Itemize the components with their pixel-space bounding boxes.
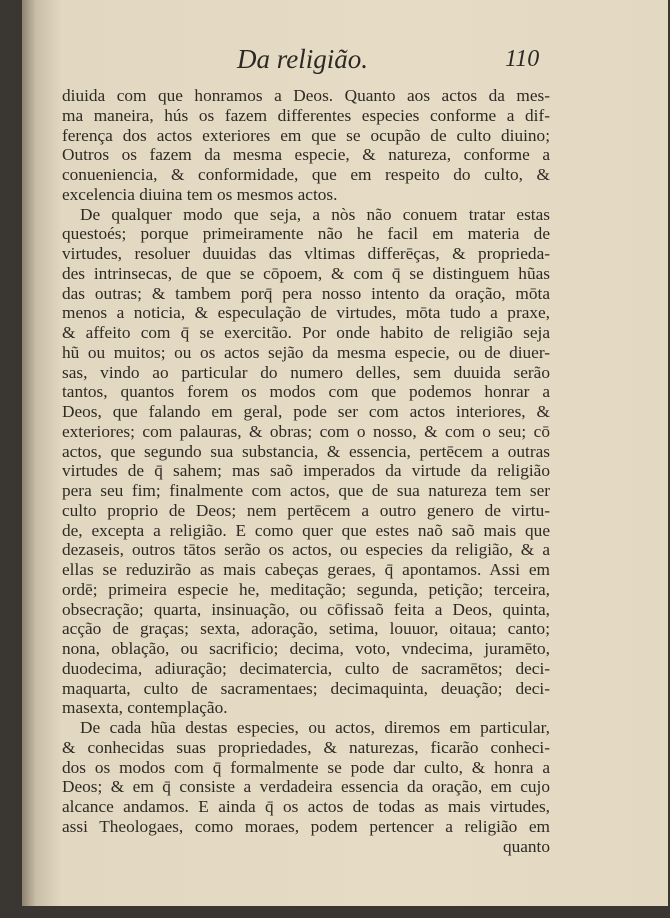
text-line: virtudes, resoluer duuidas das vltimas differēças, & proprieda-	[62, 244, 550, 263]
text-line: des intrinsecas, de que se cōpoem, & com q̄ se distinguem hũas	[62, 263, 550, 283]
text-line: diuida com que honramos a Deos. Quanto aos actos da mes-	[62, 86, 550, 105]
text-line: acção de graças; sexta, adoração, setima, louuor, oitaua; canto;	[62, 619, 550, 639]
text-line: dos os modos com q̄ formalmente se pode dar culto, & honra a	[62, 757, 550, 777]
text-line: nona, oblação, ou sacrificio; decima, voto, vndecima, juramēto,	[62, 639, 550, 658]
body-text	[62, 86, 550, 856]
text-line: Outros os fazem da mesma especie, & natureza, conforme a	[62, 145, 550, 165]
catchword: quanto	[502, 836, 550, 856]
text-line: duodecima, adiuração; decimatercia, culto de sacramētos; deci-	[62, 658, 550, 678]
text-line: ma maneira, hús os fazem differentes especies conforme a dif-	[62, 105, 550, 125]
text-line: obsecração; quarta, insinuação, ou cōfissaõ feita a Deos, quinta,	[62, 599, 550, 619]
text-line: & affeito com q̄ se exercitão. Por onde habito de religião seja	[62, 323, 550, 342]
text-line: exteriores; com palauras, & obras; com o nosso, & com o seu; cō	[62, 421, 550, 441]
text-line: assi Theologaes, como moraes, podem pertencer a religião em	[62, 816, 550, 836]
text-line: De cada hũa destas especies, ou actos, diremos em particular,	[80, 718, 550, 737]
running-head: Da religião.	[237, 44, 368, 74]
text-line: dezaseis, outros tātos serão os actos, ou especies da religião, & a	[62, 540, 550, 560]
text-line: actos, que segundo sua substancia, & essencia, pertēcem a outras	[62, 441, 550, 461]
text-line: De qualquer modo que seja, a nòs não conuem tratar estas	[80, 204, 550, 224]
text-line: conueniencia, & conformidade, que em respeito do culto, &	[62, 165, 550, 184]
text-line: tantos, quantos forem os modos com que podemos honrar a	[62, 382, 550, 402]
text-line: maquarta, culto de sacramentaes; decimaquinta, deuação; deci-	[62, 678, 550, 698]
text-line: questoés; porque primeiramente não he facil em materia de	[62, 224, 550, 244]
text-line: alcance andamos. E ainda q̄ os actos de todas as mais virtudes,	[62, 797, 550, 816]
text-line: menos a noticia, & especulação de virtudes, mōta tudo a praxe,	[62, 303, 550, 323]
text-line: ellas se reduzirão as mais cabeças geraes, q̄ apontamos. Assi em	[62, 560, 550, 579]
text-line: pera seu fim; finalmente com actos, que de sua natureza tem ser	[62, 481, 550, 500]
text-line: das outras; & tambem porq̄ pera nosso intento da oração, mōta	[62, 283, 550, 303]
text-line: Deos; & em q̄ consiste a verdadeira essencia da oração, em cujo	[62, 777, 550, 797]
page-number: 110	[505, 46, 540, 72]
book-page	[22, 0, 668, 906]
text-line: excelencia diuina tem os mesmos actos.	[62, 184, 338, 204]
text-line: ordē; primeira especie he, meditação; segunda, petição; terceira,	[62, 579, 550, 599]
text-line: Deos, que falando em geral, pode ser com actos interiores, &	[62, 402, 550, 421]
text-line: virtudes de q̄ sahem; mas saõ imperados da virtude da religião	[62, 461, 550, 481]
text-line: & conhecidas suas propriedades, & naturezas, ficarão conheci-	[62, 737, 550, 757]
text-line: masexta, contemplação.	[62, 698, 228, 718]
text-line: hũ ou muitos; ou os actos sejão da mesma especie, ou de diuer-	[62, 342, 550, 362]
text-line: de, excepta a religião. E como quer que estes naõ saõ mais que	[62, 520, 550, 540]
text-line: sas, vindo ao particular do numero delles, sem duuida serão	[62, 362, 550, 382]
text-line: culto proprio de Deos; nem pertēcem a outro genero de virtu-	[62, 500, 550, 520]
text-line: ferença dos actos exteriores em que se ocupão de culto diuino;	[62, 125, 550, 145]
